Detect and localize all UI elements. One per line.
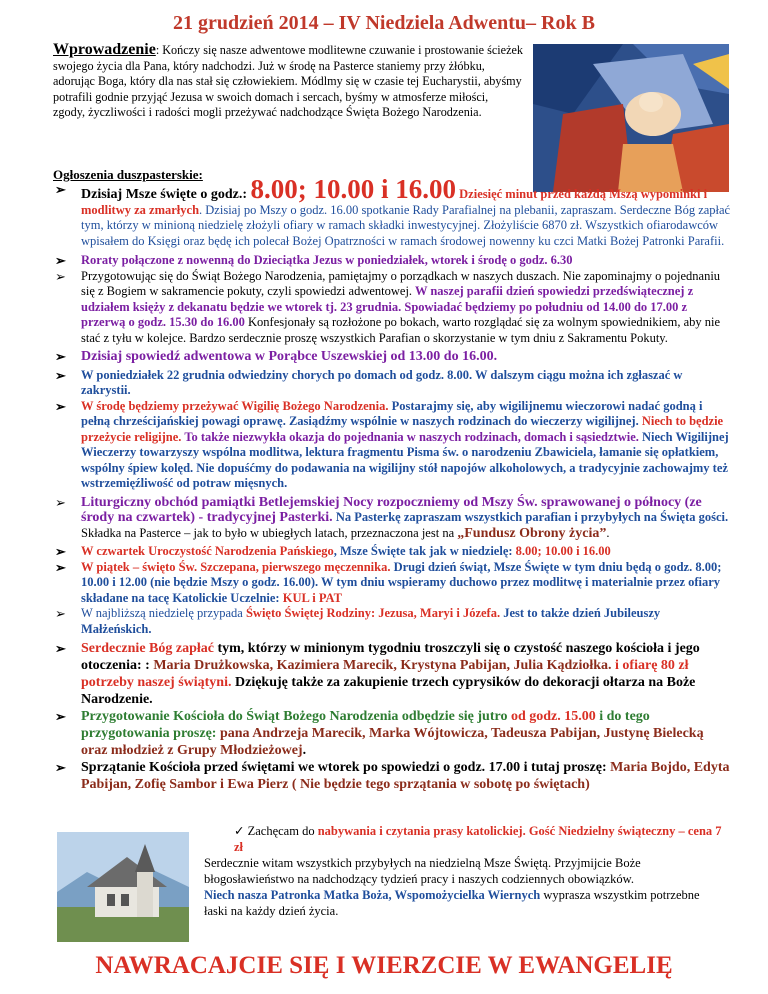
intro-text: Kończy się nasze adwentowe modlitewne czuwanie i prostowanie ścieżek swojego życia dla Pana, który nadchodzi. Już w środę na Pasterce staniemy przy żłóbku, adorując Boga, który dla nas stał się człowiekiem. Módlmy się w czasie tej Eucharystii, abyśmy potrafili godnie przyjąć Jezusa w swoich domach i sercach, byśmy w atmosferze miłości, zgody, życzliwości i radości mogli przeżywać nadchodzące Święta Bożego Narodzenia. [53,43,523,120]
list-item: ➢ Przygotowanie Kościoła do Świąt Bożego Narodzenia odbędzie się jutro od godz. 15.00 i do tego przygotowania proszę: pana Andrzeja Marecik, Marka Wójtowicza, Tadeusza Pabijan, Justynę Bielecką oraz młodzież z Grupy Młodzieżowej. [55,709,704,758]
closing-notes [204,823,724,919]
list-item: ➢ Liturgiczny obchód pamiątki Betlejemskiej Nocy rozpoczniemy od Mszy Św. sprawowanej o północy (ze środy na czwartek) - tradycyjnej Pasterki. Na Pasterkę zapraszam wszystkich parafian i przybyłych na Święta gości. Składka na Pasterce – jak to było w ubiegłych latach, przeznaczona jest na „Fundusz Obrony życia”. [55,494,729,541]
list-item: ➢ W najbliższą niedzielę przypada Święto Świętej Rodziny: Jezusa, Maryi i Józefa. Jest to także dzień Jubileuszy Małżeńskich. [55,606,661,636]
welcome-note: Serdecznie witam wszystkich przybyłych na niedzielną Msze Świętą. Przyjmijcie Boże błogosławieństwo na nadchodzący tydzień pracy i naszych codziennych obowiązków. [204,856,641,886]
section-title: Ogłoszenia duszpasterskie: [53,167,203,182]
blessing-note: Niech nasza Patronka Matka Boża, Wspomożycielka Wiernych wyprasza wszystkim potrzebne łaski na każdy dzień życia. [204,888,700,918]
list-item: ➢ W piątek – święto Św. Szczepana, pierwszego męczennika. Drugi dzień świąt, Msze Święte w tym dniu będą o godz. 8.00; 10.00 i 12.00 (nie będzie Mszy o godz. 16.00). W tym dniu wspieramy duchowo przez modlitwę i materialnie przez ofiary składane na tacę Katolickie Uczelnie: KUL i PAT [55,559,722,605]
list-item: ➢ W poniedziałek 22 grudnia odwiedziny chorych po domach od godz. 8.00. W dalszym ciągu można ich zgłaszać w zakrystii. [55,367,683,397]
intro-colon: : [155,43,160,57]
list-item: ➢ Sprzątanie Kościoła przed świętami we wtorek po spowiedzi o godz. 17.00 i tutaj proszę: Maria Bojdo, Edyta Pabijan, Zofię Sambor i Ewa Pierz ( Nie będzie tego sprzątania w sobotę po świętach) [55,760,730,792]
list-item: ➢ W czwartek Uroczystość Narodzenia Pańskiego, Msze Święte tak jak w niedzielę: 8.00; 10.00 i 16.00 [55,544,611,559]
church-photo [57,832,189,942]
list-item: ➢ Serdecznie Bóg zapłać tym, którzy w minionym tygodniu troszczyli się o czystość naszego kościoła i jego otoczenia: : Maria Drużkowska, Kazimiera Marecik, Krystyna Pabijan, Julia Kądziołka. i ofiarę 80 zł potrzeby naszej świątyni. Dziękuję także za zakupienie trzech cyprysików do dekoracji ołtarza na Boże Narodzenie. [55,641,700,707]
intro [53,42,523,121]
list-item: ➢ W środę będziemy przeżywać Wigilię Bożego Narodzenia. Postarajmy się, aby wigilijnemu wieczorowi nadać godną i pełną chrześcijańskiej powagi oprawę. Zasiądźmy wspólnie w naszych rodzinach do wieczerzy wigilijnej. Niech to będzie przeżycie religijne. To także niezwykła okazja do pojednania w naszych rodzinach, domach i sąsiedztwie. Niech Wigilijnej Wieczerzy towarzyszy wspólna modlitwa, lektura fragmentu Pisma św. o narodzeniu Zbawiciela, łamanie się opłatkiem, wspólny śpiew kolęd. Nie dopuśćmy do podawania na wigilijny stół napojów alkoholowych, a tradycyjnie zachowajmy też wstrzemięźliwość od potraw mięsnych. [55,398,729,490]
prasa-note: ✓ Zachęcam do nabywania i czytania prasy katolickiej. Gość Niedzielny świąteczny – cena 7 zł [234,824,722,854]
intro-heading: Wprowadzenie [53,41,156,58]
nativity-painting [533,44,729,192]
footer-motto: NAWRACAJCIE SIĘ I WIERZCIE W EWANGELIĘ [95,952,673,979]
check-icon: ✓ [234,824,245,838]
list-item: ➢ Przygotowując się do Świąt Bożego Narodzenia, pamiętajmy o porządkach w naszych duszach. Nie zapominajmy o pojednaniu się z Bogiem w sakramencie pokuty, czyli spowiedzi adwentowej. W naszej parafii dzień spowiedzi przedświątecznej z udziałem księży z dekanatu będzie we wtorek tj. 23 grudnia. Spowiadać będziemy po południu od 14.00 do 17.00 z przerwą o godz. 15.30 do 16.00 Konfesjonały są rozłożone po bokach, warto rozglądać się za wolnym spowiednikiem, aby nie stać z tyłu w kolejce. Bardzo serdecznie proszę wszystkich Parafian o skorzystanie w tym dniu z Sakramentu Pokuty. [55,268,721,345]
page-title: 21 grudzień 2014 – IV Niedziela Adwentu– Rok B [173,12,595,34]
list-item: ➢ Dzisiaj spowiedź adwentowa w Porąbce Uszewskiej od 13.00 do 16.00. [55,349,498,364]
list-item: ➢ Roraty połączone z nowenną do Dzieciątka Jezus w poniedziałek, wtorek i środę o godz. 6.30 [55,253,573,268]
list-item: ➢ Dzisiaj Msze święte o godz.: 8.00; 10.00 i 16.00 Dziesięć minut przed każdą Mszą wypominki i modlitwy za zmarłych. Dzisiaj po Mszy o godz. 16.00 spotkanie Rady Parafialnej na plebanii, zapraszam. Serdeczne Bóg zapłać tym, którzy w minioną niedzielę złożyli ofiary w ramach składki inwestycyjnej. Złożyliście 6870 zł. Wszystkich ofiarodawców wpisałem do Księgi oraz będę ich polecał Bożej Opatrzności w ramach środowej nowenny ku czci Matki Bożej Patronki Parafii. [55,174,731,248]
